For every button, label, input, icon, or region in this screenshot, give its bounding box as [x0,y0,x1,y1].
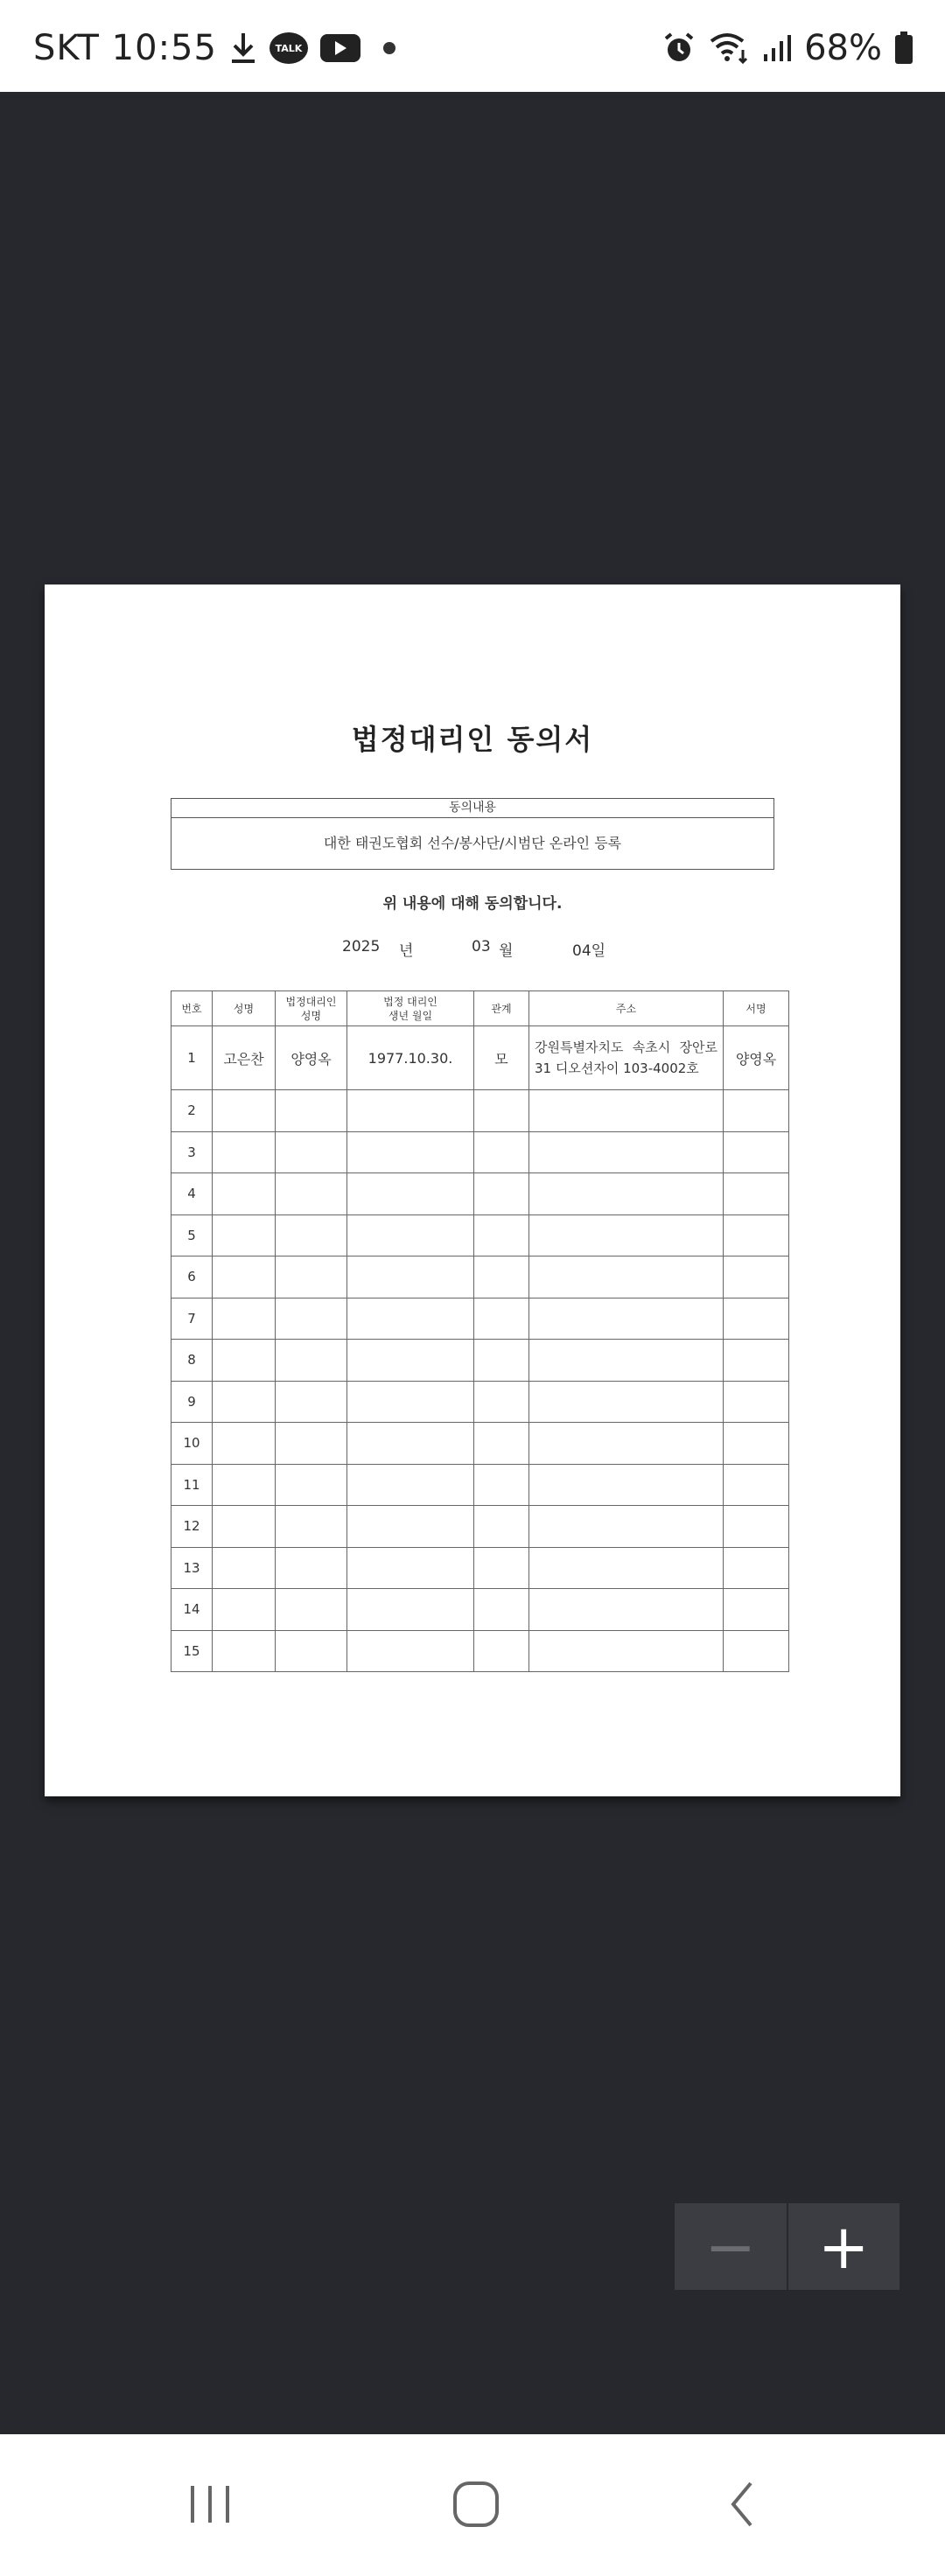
cell-number: 5 [172,1214,213,1256]
table-header-row [172,991,789,1026]
home-icon[interactable] [432,2474,520,2535]
cell-signature [724,1298,789,1340]
cell-name [213,1547,276,1589]
header-name: 성명 [213,991,276,1026]
cell-number: 14 [172,1589,213,1631]
cell-signature [724,1547,789,1589]
date-year-unit: 년 [399,942,414,960]
cell-guardian-name [276,1423,347,1465]
document-page [45,584,900,1796]
recent-apps-icon[interactable] [166,2474,254,2535]
cell-signature [724,1090,789,1132]
cell-address [529,1547,724,1589]
cell-number: 2 [172,1090,213,1132]
cell-guardian-name [276,1173,347,1215]
table-row [172,1173,789,1215]
cell-number: 15 [172,1630,213,1672]
cell-guardian-birth [347,1464,474,1506]
date-month: 03 [472,938,491,956]
cell-name [213,1464,276,1506]
youtube-icon [320,34,360,62]
cell-relation: 모 [474,1026,529,1090]
cell-guardian-birth [347,1298,474,1340]
cell-guardian-birth [347,1090,474,1132]
cell-name [213,1214,276,1256]
cell-guardian-birth: 1977.10.30. [347,1026,474,1090]
cell-guardian-birth [347,1423,474,1465]
cell-number: 11 [172,1464,213,1506]
cell-signature [724,1589,789,1631]
cell-relation [474,1381,529,1423]
cell-guardian-birth [347,1256,474,1298]
header-address: 주소 [529,991,724,1026]
cell-address [529,1589,724,1631]
status-bar [0,0,945,92]
header-signature: 서명 [724,991,789,1026]
cell-name [213,1506,276,1548]
carrier-time: SKT 10:55 [33,28,217,68]
cell-guardian-birth [347,1131,474,1173]
zoom-in-button[interactable]: + [817,2210,870,2283]
cell-name [213,1256,276,1298]
cell-name [213,1381,276,1423]
table-row [172,1298,789,1340]
date-day: 04일 [572,942,606,960]
cell-number: 6 [172,1256,213,1298]
cell-guardian-name [276,1547,347,1589]
cell-guardian-birth [347,1630,474,1672]
signal-icon [762,33,792,63]
cell-name [213,1630,276,1672]
back-icon[interactable] [698,2474,786,2535]
cell-name [213,1589,276,1631]
cell-signature [724,1381,789,1423]
cell-number: 12 [172,1506,213,1548]
cell-address [529,1464,724,1506]
zoom-out-button[interactable]: − [675,2203,788,2290]
cell-guardian-name [276,1298,347,1340]
cell-guardian-birth [347,1589,474,1631]
table-row [172,1423,789,1465]
cell-guardian-birth [347,1381,474,1423]
cell-guardian-name [276,1214,347,1256]
cell-signature: 양영옥 [724,1026,789,1090]
table-row [172,1214,789,1256]
cell-guardian-birth [347,1506,474,1548]
battery-percentage: 68% [804,28,882,68]
zoom-controls [675,2203,900,2290]
cell-address [529,1090,724,1132]
cell-name [213,1173,276,1215]
cell-relation [474,1506,529,1548]
table-row [172,1589,789,1631]
header-number: 번호 [172,991,213,1026]
table-row [172,1090,789,1132]
cell-name: 고은찬 [213,1026,276,1090]
consent-header: 동의내용 [172,799,774,818]
cell-address [529,1506,724,1548]
cell-address [529,1423,724,1465]
notification-dot-icon [383,42,396,54]
table-row [172,1131,789,1173]
consent-box [171,798,774,870]
cell-guardian-birth [347,1340,474,1382]
table-row [172,1256,789,1298]
cell-guardian-name [276,1464,347,1506]
cell-relation [474,1173,529,1215]
cell-signature [724,1256,789,1298]
cell-guardian-name [276,1381,347,1423]
cell-signature [724,1214,789,1256]
registration-table [171,990,789,1672]
battery-icon [894,32,914,65]
table-row [172,1630,789,1672]
cell-guardian-name [276,1589,347,1631]
cell-address [529,1340,724,1382]
alarm-icon [662,32,696,65]
cell-name [213,1090,276,1132]
cell-signature [724,1131,789,1173]
cell-relation [474,1340,529,1382]
cell-address [529,1173,724,1215]
cell-address [529,1381,724,1423]
table-row [172,1381,789,1423]
cell-guardian-name [276,1256,347,1298]
table-row [172,1506,789,1548]
cell-guardian-birth [347,1547,474,1589]
consent-body: 대한 태권도협회 선수/봉사단/시범단 온라인 등록 [323,835,622,851]
header-guardian-name: 법정대리인 성명 [276,991,347,1026]
cell-guardian-birth [347,1173,474,1215]
table-row [172,1547,789,1589]
table-row [172,1464,789,1506]
cell-address: 강원특별자치도 속초시 장안로 31 디오션자이 103-4002호 [529,1026,724,1090]
date-year: 2025 [342,938,381,956]
cell-address [529,1256,724,1298]
header-relation: 관계 [474,991,529,1026]
cell-relation [474,1423,529,1465]
cell-number: 1 [172,1026,213,1090]
cell-address [529,1630,724,1672]
cell-guardian-name [276,1630,347,1672]
cell-guardian-name [276,1090,347,1132]
cell-guardian-name [276,1131,347,1173]
wifi-icon [708,31,750,66]
table-row [172,1026,789,1090]
cell-address [529,1298,724,1340]
cell-relation [474,1131,529,1173]
cell-relation [474,1256,529,1298]
cell-number: 9 [172,1381,213,1423]
cell-number: 4 [172,1173,213,1215]
cell-signature [724,1630,789,1672]
cell-signature [724,1464,789,1506]
cell-relation [474,1547,529,1589]
cell-relation [474,1630,529,1672]
cell-relation [474,1589,529,1631]
cell-guardian-name: 양영옥 [276,1026,347,1090]
cell-number: 8 [172,1340,213,1382]
document-title: 법정대리인 동의서 [351,723,594,756]
agree-text: 위 내용에 대해 동의합니다. [382,895,563,913]
cell-guardian-name [276,1340,347,1382]
cell-name [213,1423,276,1465]
cell-address [529,1131,724,1173]
cell-relation [474,1090,529,1132]
cell-name [213,1340,276,1382]
cell-number: 13 [172,1547,213,1589]
cell-guardian-name [276,1506,347,1548]
cell-relation [474,1298,529,1340]
cell-relation [474,1214,529,1256]
cell-signature [724,1173,789,1215]
cell-address [529,1214,724,1256]
cell-signature [724,1340,789,1382]
cell-guardian-birth [347,1214,474,1256]
kakaotalk-icon: TALK [270,32,308,64]
cell-number: 3 [172,1131,213,1173]
cell-name [213,1298,276,1340]
cell-signature [724,1423,789,1465]
cell-relation [474,1464,529,1506]
cell-name [213,1131,276,1173]
table-row [172,1340,789,1382]
cell-number: 7 [172,1298,213,1340]
cell-signature [724,1506,789,1548]
download-icon [229,30,257,66]
cell-number: 10 [172,1423,213,1465]
header-guardian-birth: 법정 대리인 생년 월일 [347,991,474,1026]
navigation-bar [0,2434,945,2576]
date-month-unit: 월 [499,942,514,960]
